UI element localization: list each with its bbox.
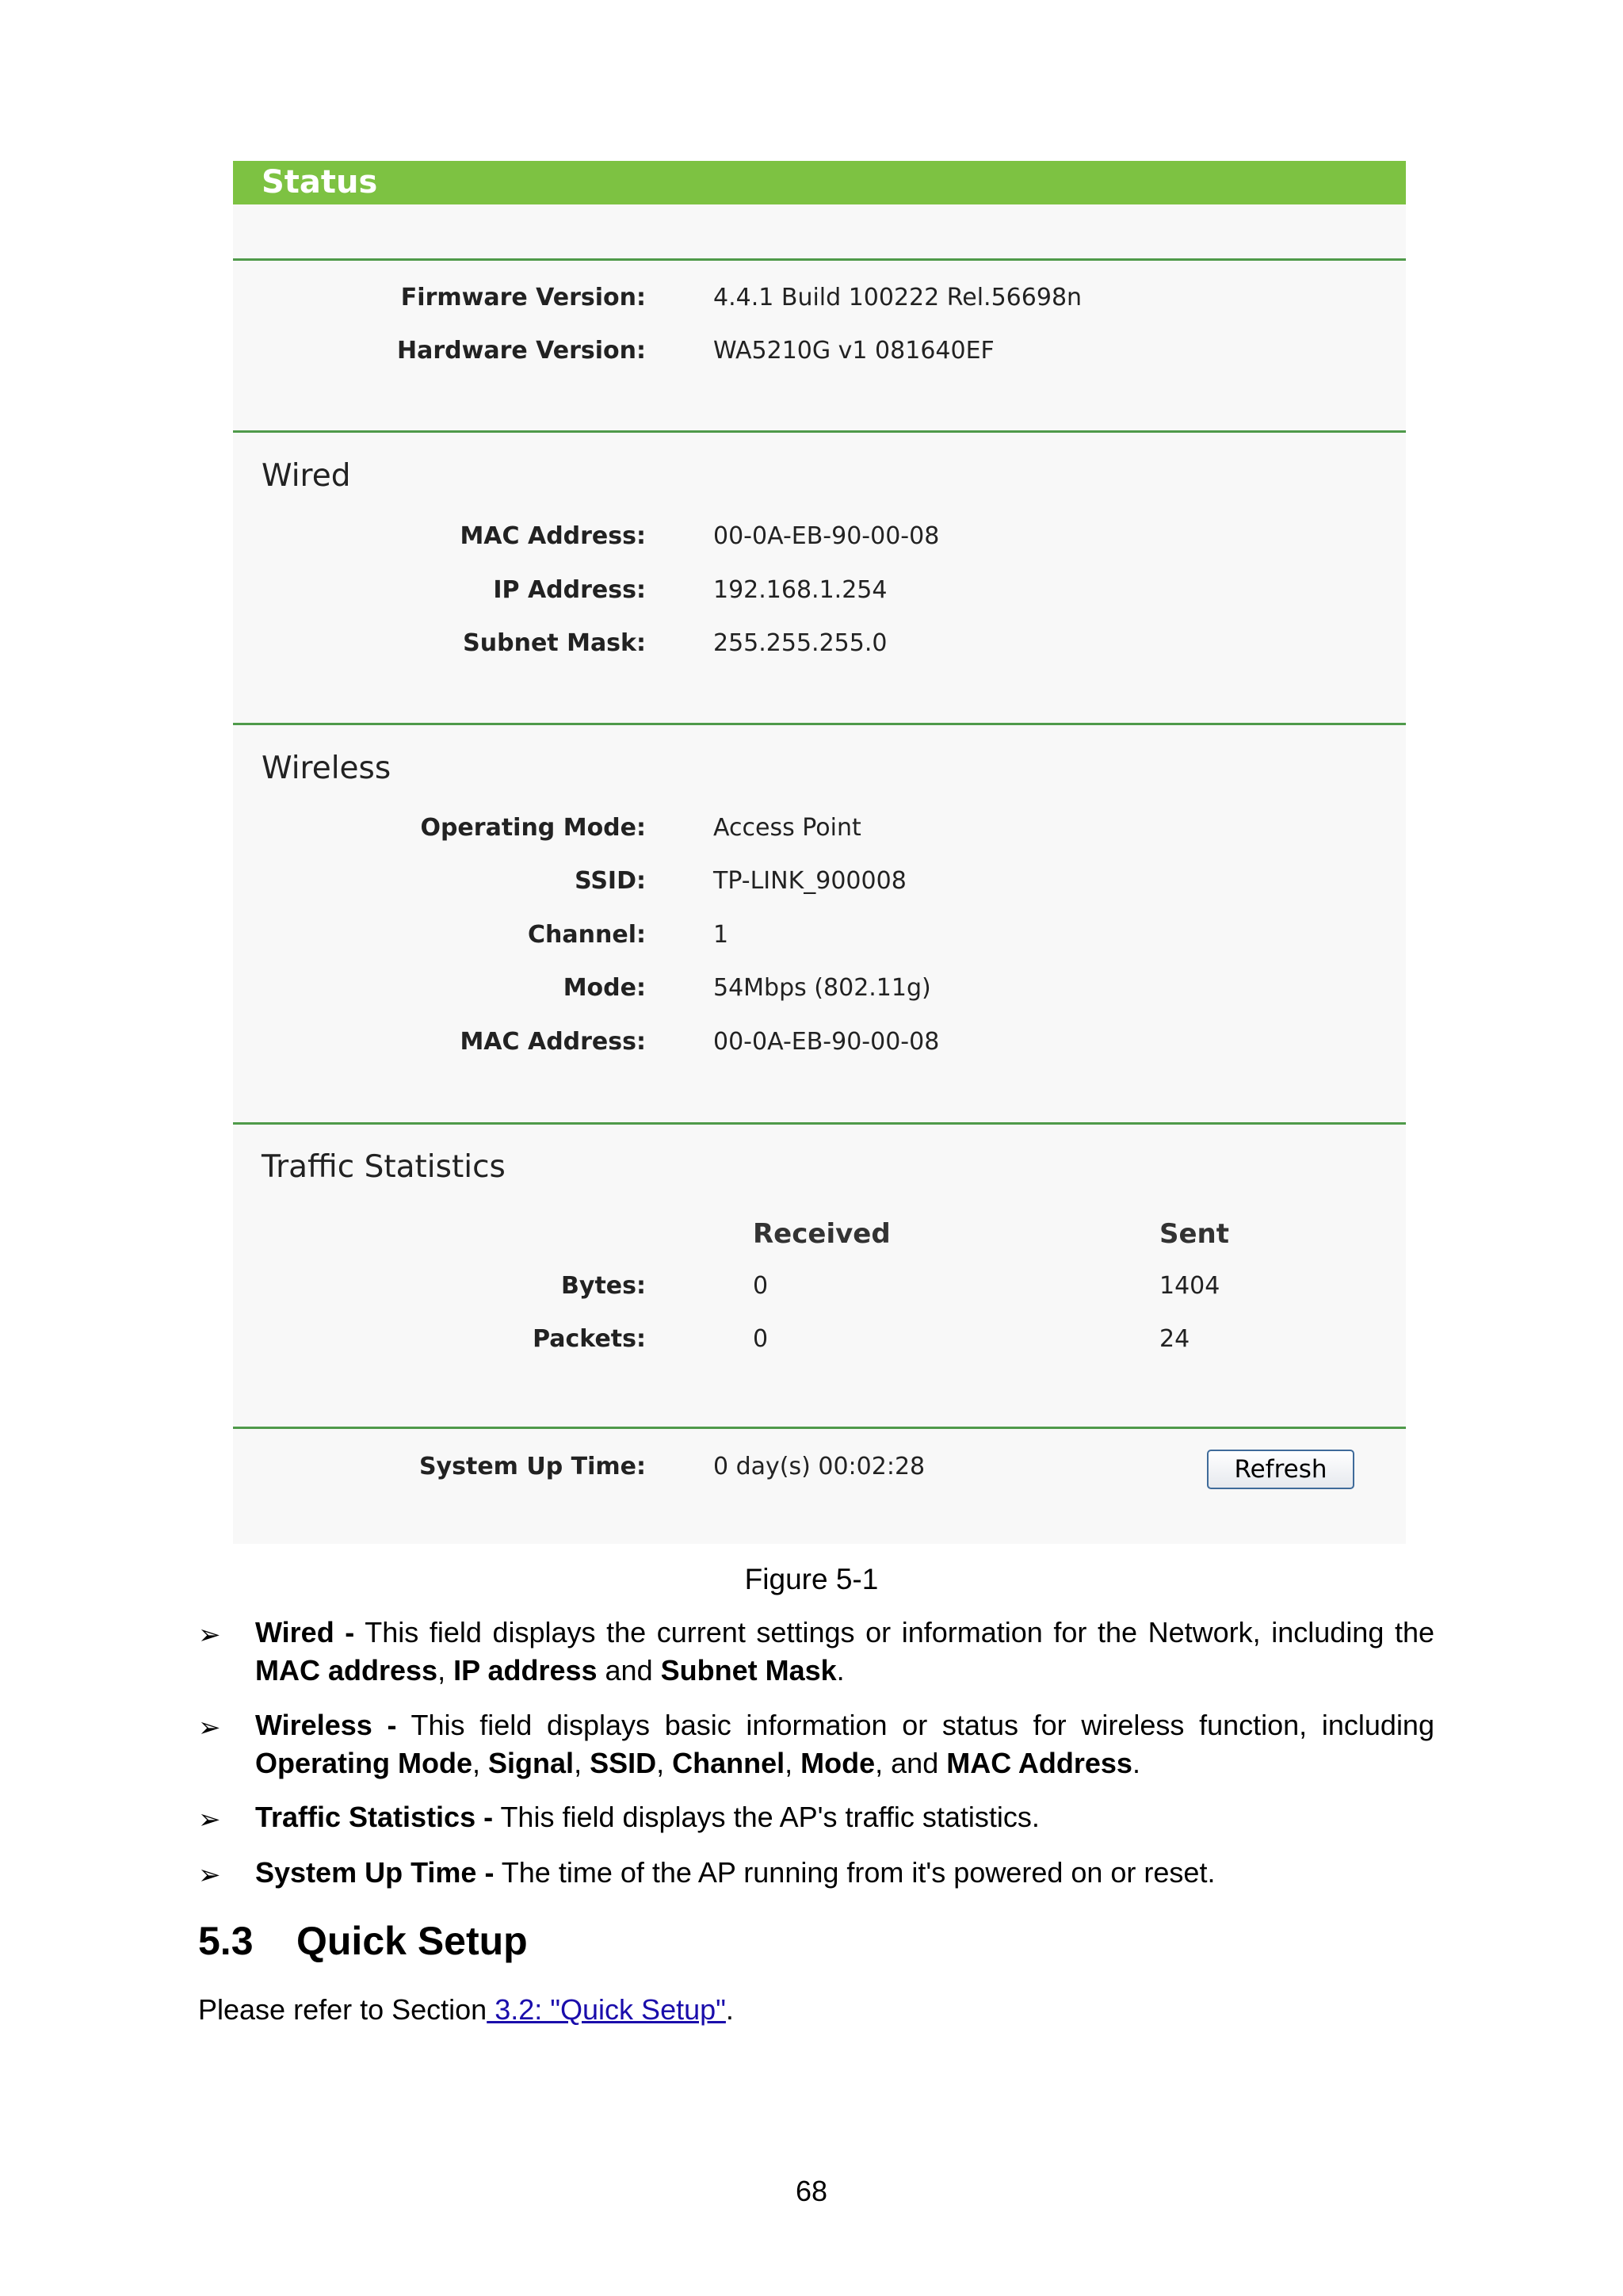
section-divider xyxy=(233,430,1406,433)
bullet-arrow-icon: ➢ xyxy=(198,1619,221,1651)
wired-ip-label: IP Address: xyxy=(493,576,646,604)
operating-mode-label: Operating Mode: xyxy=(420,814,646,842)
packets-sent-value: 24 xyxy=(1159,1325,1190,1353)
bytes-received-value: 0 xyxy=(753,1272,769,1300)
section-divider xyxy=(233,258,1406,261)
bytes-label: Bytes: xyxy=(561,1272,646,1300)
channel-value: 1 xyxy=(713,921,729,949)
wired-heading: Wired xyxy=(262,458,351,494)
bullet-arrow-icon: ➢ xyxy=(198,1804,221,1836)
wired-subnet-value: 255.255.255.0 xyxy=(713,629,888,657)
figure-caption: Figure 5-1 xyxy=(744,1563,879,1595)
wired-mac-value: 00-0A-EB-90-00-08 xyxy=(713,522,940,550)
uptime-label: System Up Time: xyxy=(418,1453,646,1480)
wired-mac-label: MAC Address: xyxy=(460,522,646,550)
packets-label: Packets: xyxy=(533,1325,646,1353)
bullet-traffic: Traffic Statistics - This field displays the AP's traffic statistics. xyxy=(255,1801,1040,1833)
received-column-header: Received xyxy=(753,1218,891,1250)
section-title: Quick Setup xyxy=(296,1919,528,1963)
hardware-version-value: WA5210G v1 081640EF xyxy=(713,337,995,365)
hardware-version-label: Hardware Version: xyxy=(397,337,646,365)
bullet-arrow-icon: ➢ xyxy=(198,1859,221,1891)
wired-ip-value: 192.168.1.254 xyxy=(713,576,888,604)
quick-setup-link[interactable]: 3.2: "Quick Setup" xyxy=(487,1993,726,2026)
channel-label: Channel: xyxy=(528,921,646,949)
bytes-sent-value: 1404 xyxy=(1159,1272,1220,1300)
bullet-arrow-icon: ➢ xyxy=(198,1712,221,1744)
wireless-mac-value: 00-0A-EB-90-00-08 xyxy=(713,1028,940,1056)
section-divider xyxy=(233,1122,1406,1125)
refresh-button[interactable]: Refresh xyxy=(1207,1450,1354,1489)
firmware-version-label: Firmware Version: xyxy=(400,284,646,311)
bullet-wired: Wired - This field displays the current settings or information for the Network, including the MAC address, IP address and Subnet Mask. xyxy=(255,1616,1434,1687)
wireless-mac-label: MAC Address: xyxy=(460,1028,646,1056)
section-heading xyxy=(198,1918,528,1964)
section-divider xyxy=(233,1427,1406,1429)
mode-value: 54Mbps (802.11g) xyxy=(713,974,931,1002)
packets-received-value: 0 xyxy=(753,1325,769,1353)
page-number: 68 xyxy=(795,2175,828,2207)
section-number: 5.3 xyxy=(198,1919,254,1963)
section-divider xyxy=(233,723,1406,725)
ssid-value: TP-LINK_900008 xyxy=(713,867,907,895)
status-title-bar xyxy=(233,161,1406,204)
reference-line: Please refer to Section 3.2: "Quick Setup". xyxy=(198,1993,734,2026)
status-panel xyxy=(233,161,1406,1544)
wireless-heading: Wireless xyxy=(262,751,391,786)
operating-mode-value: Access Point xyxy=(713,814,861,842)
ssid-label: SSID: xyxy=(575,867,646,895)
bullet-wireless: Wireless - This field displays basic information or status for wireless function, including Operating Mode, Signal, SSID, Channel, Mode, and MAC Address. xyxy=(255,1709,1434,1779)
wired-subnet-label: Subnet Mask: xyxy=(463,629,646,657)
sent-column-header: Sent xyxy=(1159,1218,1230,1250)
mode-label: Mode: xyxy=(563,974,646,1002)
traffic-heading: Traffic Statistics xyxy=(262,1149,506,1185)
uptime-value: 0 day(s) 00:02:28 xyxy=(713,1453,926,1480)
firmware-version-value: 4.4.1 Build 100222 Rel.56698n xyxy=(713,284,1083,311)
bullet-uptime: System Up Time - The time of the AP running from it's powered on or reset. xyxy=(255,1856,1216,1889)
status-title: Status xyxy=(262,164,378,201)
